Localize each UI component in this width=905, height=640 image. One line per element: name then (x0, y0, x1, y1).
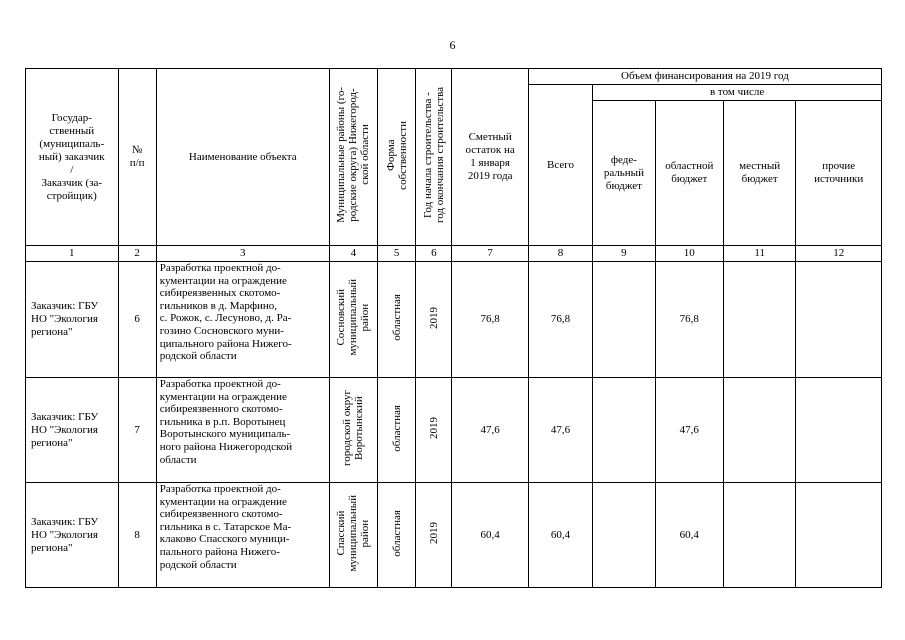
column-number: 8 (528, 246, 592, 262)
column-number: 7 (452, 246, 528, 262)
header-district: Муниципальные районы (го- родские округа) Нижегород- ской области (329, 69, 377, 246)
row-year: 2019 (416, 483, 452, 588)
row-ownership: областная (378, 483, 416, 588)
row-ownership: областная (378, 262, 416, 378)
page-number: 6 (449, 38, 456, 52)
row-regional: 47,6 (655, 378, 723, 483)
row-other (796, 378, 882, 483)
row-estimate: 47,6 (452, 378, 528, 483)
row-federal (593, 483, 655, 588)
row-year: 2019 (416, 378, 452, 483)
row-total: 47,6 (528, 378, 592, 483)
column-number: 6 (416, 246, 452, 262)
header-financing: Объем финансирования на 2019 год (528, 69, 881, 85)
row-federal (593, 262, 655, 378)
column-number: 3 (156, 246, 329, 262)
column-number-row (26, 246, 882, 262)
column-number: 11 (723, 246, 795, 262)
row-object-name: Разработка проектной до- кументации на ограждение сибиреязвенного скотомо- гильника в р.п. Воротынец Воротынского муниципаль- ного района Нижегородской области (156, 378, 329, 483)
row-customer: Заказчик: ГБУ НО "Экология региона" (26, 262, 119, 378)
header-customer: Государ- ственный (муниципаль- ный) заказчик / Заказчик (за- стройщик) (26, 69, 119, 246)
column-number: 1 (26, 246, 119, 262)
header-ownership: Форма собственности (378, 69, 416, 246)
header-number: № п/п (118, 69, 156, 246)
header-local: местный бюджет (723, 101, 795, 246)
header-other: прочие источники (796, 101, 882, 246)
column-number: 2 (118, 246, 156, 262)
row-regional: 60,4 (655, 483, 723, 588)
row-number: 8 (118, 483, 156, 588)
table-row (26, 378, 882, 483)
row-number: 6 (118, 262, 156, 378)
financing-table (25, 68, 882, 588)
row-regional: 76,8 (655, 262, 723, 378)
row-estimate: 76,8 (452, 262, 528, 378)
column-number: 10 (655, 246, 723, 262)
row-district: Сосновский муниципальный район (329, 262, 377, 378)
row-local (723, 378, 795, 483)
header-total: Всего (528, 85, 592, 246)
row-other (796, 483, 882, 588)
row-estimate: 60,4 (452, 483, 528, 588)
row-total: 60,4 (528, 483, 592, 588)
header-estimate-balance: Сметный остаток на 1 января 2019 года (452, 69, 528, 246)
column-number: 5 (378, 246, 416, 262)
header-including: в том числе (593, 85, 882, 101)
column-number: 9 (593, 246, 655, 262)
header-regional: областной бюджет (655, 101, 723, 246)
row-federal (593, 378, 655, 483)
row-object-name: Разработка проектной до- кументации на ограждение сибиреязвенного скотомо- гильника в с. Татарское Ма- клаково Спасского муници- пального района Нижего- родской области (156, 483, 329, 588)
header-years: Год начала строительства - год окончания строительства (416, 69, 452, 246)
row-ownership: областная (378, 378, 416, 483)
column-number: 12 (796, 246, 882, 262)
header-federal: феде- ральный бюджет (593, 101, 655, 246)
row-total: 76,8 (528, 262, 592, 378)
row-district: Спасский муниципальный район (329, 483, 377, 588)
row-district: городской округ Воротынский (329, 378, 377, 483)
table-row (26, 262, 882, 378)
header-object-name: Наименование объекта (156, 69, 329, 246)
row-local (723, 262, 795, 378)
row-object-name: Разработка проектной до- кументации на ограждение сибиреязвенных скотомо- гильников в д. Марфино, с. Рожок, с. Лесуново, д. Ра- гозино Сосновского муни- ципального района Нижего- родской области (156, 262, 329, 378)
row-other (796, 262, 882, 378)
column-number: 4 (329, 246, 377, 262)
row-number: 7 (118, 378, 156, 483)
row-local (723, 483, 795, 588)
row-customer: Заказчик: ГБУ НО "Экология региона" (26, 378, 119, 483)
row-year: 2019 (416, 262, 452, 378)
table-row (26, 483, 882, 588)
row-customer: Заказчик: ГБУ НО "Экология региона" (26, 483, 119, 588)
